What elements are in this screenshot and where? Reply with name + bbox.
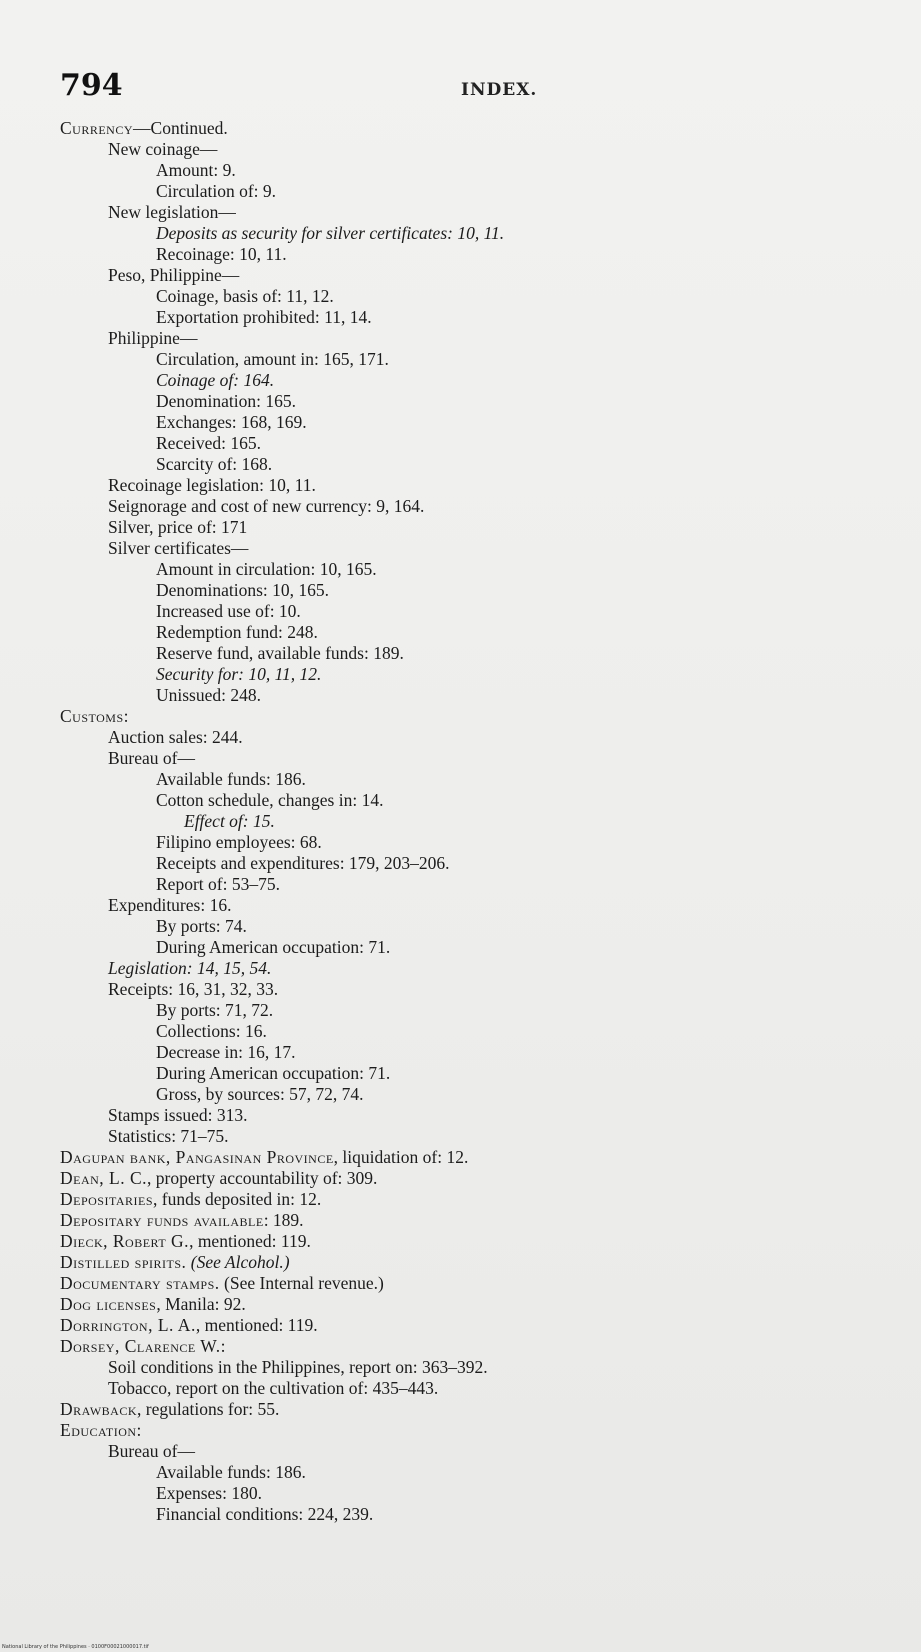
index-entry	[0, 265, 921, 286]
index-entry	[0, 223, 921, 244]
index-entry	[0, 517, 921, 538]
index-entry	[0, 559, 921, 580]
entry-text: —Continued.	[133, 118, 228, 138]
index-entry	[0, 1294, 921, 1315]
entry-text: , mentioned: 119.	[195, 1315, 318, 1335]
entry-text: Recoinage legislation: 10, 11.	[108, 475, 316, 495]
index-entry	[0, 1420, 921, 1441]
index-entry	[0, 853, 921, 874]
entry-text: Receipts: 16, 31, 32, 33.	[108, 979, 279, 999]
entry-text: , funds deposited in: 12.	[153, 1189, 322, 1209]
entry-text: Amount in circulation: 10, 165.	[156, 559, 377, 579]
entry-text: Coinage, basis of: 11, 12.	[156, 286, 334, 306]
entry-text: Denominations: 10, 165.	[156, 580, 330, 600]
entry-text: , property accountability of: 309.	[147, 1168, 378, 1188]
entry-heading: Drawback	[60, 1399, 138, 1419]
entry-text: , Manila: 92.	[156, 1294, 246, 1314]
entry-text: Security for: 10, 11, 12.	[156, 664, 322, 684]
entry-text: Bureau of—	[108, 748, 195, 768]
entry-heading: Distilled spirits.	[60, 1252, 187, 1272]
index-entry	[0, 580, 921, 601]
index-entry	[0, 433, 921, 454]
entry-text: Available funds: 186.	[156, 1462, 306, 1482]
entry-heading: Currency	[60, 118, 134, 138]
entry-text: Recoinage: 10, 11.	[156, 244, 287, 264]
entry-text: , regulations for: 55.	[137, 1399, 280, 1419]
index-entry	[0, 538, 921, 559]
index-entry	[0, 118, 921, 139]
entry-text: New coinage—	[108, 139, 218, 159]
index-entry	[0, 1189, 921, 1210]
entry-heading: Education	[60, 1420, 137, 1440]
index-entry	[0, 1462, 921, 1483]
index-entry	[0, 1021, 921, 1042]
entry-heading: Customs	[60, 706, 124, 726]
index-entry	[0, 1378, 921, 1399]
page-number: 794	[60, 68, 123, 103]
index-entry	[0, 1336, 921, 1357]
index-entry	[0, 643, 921, 664]
index-entry	[0, 412, 921, 433]
index-entry	[0, 1441, 921, 1462]
entry-heading: Documentary stamps.	[60, 1273, 220, 1293]
index-entry	[0, 1042, 921, 1063]
entry-text: Legislation: 14, 15, 54.	[108, 958, 272, 978]
entry-text: :	[220, 1336, 226, 1356]
index-entry	[0, 748, 921, 769]
index-entry	[0, 916, 921, 937]
index-entry	[0, 1084, 921, 1105]
index-entry	[0, 706, 921, 727]
entry-text: Stamps issued: 313.	[108, 1105, 248, 1125]
index-entry	[0, 1504, 921, 1525]
entry-text: By ports: 71, 72.	[156, 1000, 274, 1020]
entry-text: Silver, price of: 171	[108, 517, 248, 537]
index-entry	[0, 139, 921, 160]
entry-text: : 189.	[263, 1210, 304, 1230]
entry-text: Received: 165.	[156, 433, 261, 453]
index-entries	[0, 118, 921, 1525]
index-entry	[0, 769, 921, 790]
entry-text: Unissued: 248.	[156, 685, 261, 705]
index-entry	[0, 1126, 921, 1147]
entry-text: Decrease in: 16, 17.	[156, 1042, 296, 1062]
index-entry	[0, 1105, 921, 1126]
index-entry	[0, 874, 921, 895]
entry-text: Soil conditions in the Philippines, report on: 363–392.	[108, 1357, 488, 1377]
index-entry	[0, 727, 921, 748]
entry-text: Redemption fund: 248.	[156, 622, 318, 642]
entry-text: Circulation of: 9.	[156, 181, 277, 201]
entry-text: Deposits as security for silver certificates: 10, 11.	[156, 223, 505, 243]
entry-text: :	[136, 1420, 142, 1440]
entry-text: Reserve fund, available funds: 189.	[156, 643, 404, 663]
index-entry	[0, 349, 921, 370]
entry-text: Filipino employees: 68.	[156, 832, 322, 852]
index-entry	[0, 160, 921, 181]
entry-text: Circulation, amount in: 165, 171.	[156, 349, 389, 369]
index-entry	[0, 790, 921, 811]
entry-text: Collections: 16.	[156, 1021, 267, 1041]
entry-text: Expenditures: 16.	[108, 895, 232, 915]
index-entry	[0, 496, 921, 517]
entry-text: Seignorage and cost of new currency: 9, 164.	[108, 496, 425, 516]
entry-text: Philippine—	[108, 328, 198, 348]
entry-text: By ports: 74.	[156, 916, 247, 936]
index-entry	[0, 454, 921, 475]
index-entry	[0, 1315, 921, 1336]
index-entry	[0, 1063, 921, 1084]
entry-text: Cotton schedule, changes in: 14.	[156, 790, 384, 810]
entry-text: Amount: 9.	[156, 160, 236, 180]
index-entry	[0, 202, 921, 223]
entry-text: Bureau of—	[108, 1441, 195, 1461]
entry-text: Statistics: 71–75.	[108, 1126, 229, 1146]
running-head: INDEX.	[461, 80, 538, 100]
entry-heading: Dog licenses	[60, 1294, 157, 1314]
entry-text: Denomination: 165.	[156, 391, 296, 411]
entry-text: During American occupation: 71.	[156, 1063, 391, 1083]
entry-text: (See Internal revenue.)	[219, 1273, 384, 1293]
entry-heading: Dieck, Robert G.	[60, 1231, 190, 1251]
index-entry	[0, 1357, 921, 1378]
entry-text: Auction sales: 244.	[108, 727, 243, 747]
entry-text: Exportation prohibited: 11, 14.	[156, 307, 372, 327]
entry-text: Scarcity of: 168.	[156, 454, 273, 474]
entry-heading: Dorsey, Clarence W.	[60, 1336, 221, 1356]
index-entry	[0, 1168, 921, 1189]
index-entry	[0, 1000, 921, 1021]
entry-text: Report of: 53–75.	[156, 874, 280, 894]
entry-text: Tobacco, report on the cultivation of: 435–443.	[108, 1378, 439, 1398]
index-entry	[0, 601, 921, 622]
entry-text: During American occupation: 71.	[156, 937, 391, 957]
entry-heading: Depositary funds available	[60, 1210, 264, 1230]
index-entry	[0, 1252, 921, 1273]
index-entry	[0, 286, 921, 307]
index-entry	[0, 475, 921, 496]
index-entry	[0, 391, 921, 412]
index-entry	[0, 622, 921, 643]
entry-heading: Dagupan bank, Pangasinan Province	[60, 1147, 334, 1167]
entry-text: Effect of: 15.	[184, 811, 275, 831]
index-entry	[0, 328, 921, 349]
index-entry	[0, 1273, 921, 1294]
entry-text: , liquidation of: 12.	[333, 1147, 469, 1167]
index-entry	[0, 370, 921, 391]
index-entry	[0, 1231, 921, 1252]
index-entry	[0, 832, 921, 853]
index-entry	[0, 937, 921, 958]
index-entry	[0, 979, 921, 1000]
entry-text: Exchanges: 168, 169.	[156, 412, 307, 432]
entry-heading: Dean, L. C.	[60, 1168, 148, 1188]
index-entry	[0, 307, 921, 328]
index-entry	[0, 895, 921, 916]
index-entry	[0, 685, 921, 706]
index-entry	[0, 1210, 921, 1231]
entry-text: Financial conditions: 224, 239.	[156, 1504, 374, 1524]
index-entry	[0, 811, 921, 832]
entry-text: Silver certificates—	[108, 538, 249, 558]
entry-text: Peso, Philippine—	[108, 265, 240, 285]
entry-text: :	[123, 706, 129, 726]
entry-text: Increased use of: 10.	[156, 601, 301, 621]
entry-text: Gross, by sources: 57, 72, 74.	[156, 1084, 364, 1104]
entry-text: Expenses: 180.	[156, 1483, 262, 1503]
entry-heading: Depositaries	[60, 1189, 154, 1209]
index-entry	[0, 1399, 921, 1420]
index-entry	[0, 1483, 921, 1504]
entry-text: (See Alcohol.)	[186, 1252, 290, 1272]
entry-text: Receipts and expenditures: 179, 203–206.	[156, 853, 450, 873]
index-entry	[0, 181, 921, 202]
index-entry	[0, 1147, 921, 1168]
entry-heading: Dorrington, L. A.	[60, 1315, 196, 1335]
index-entry	[0, 958, 921, 979]
entry-text: Coinage of: 164.	[156, 370, 275, 390]
index-entry	[0, 664, 921, 685]
entry-text: , mentioned: 119.	[189, 1231, 311, 1251]
entry-text: New legislation—	[108, 202, 236, 222]
entry-text: Available funds: 186.	[156, 769, 306, 789]
index-entry	[0, 244, 921, 265]
scan-footer: National Library of the Philippines · 0100F00021000017.tif	[2, 1644, 149, 1650]
